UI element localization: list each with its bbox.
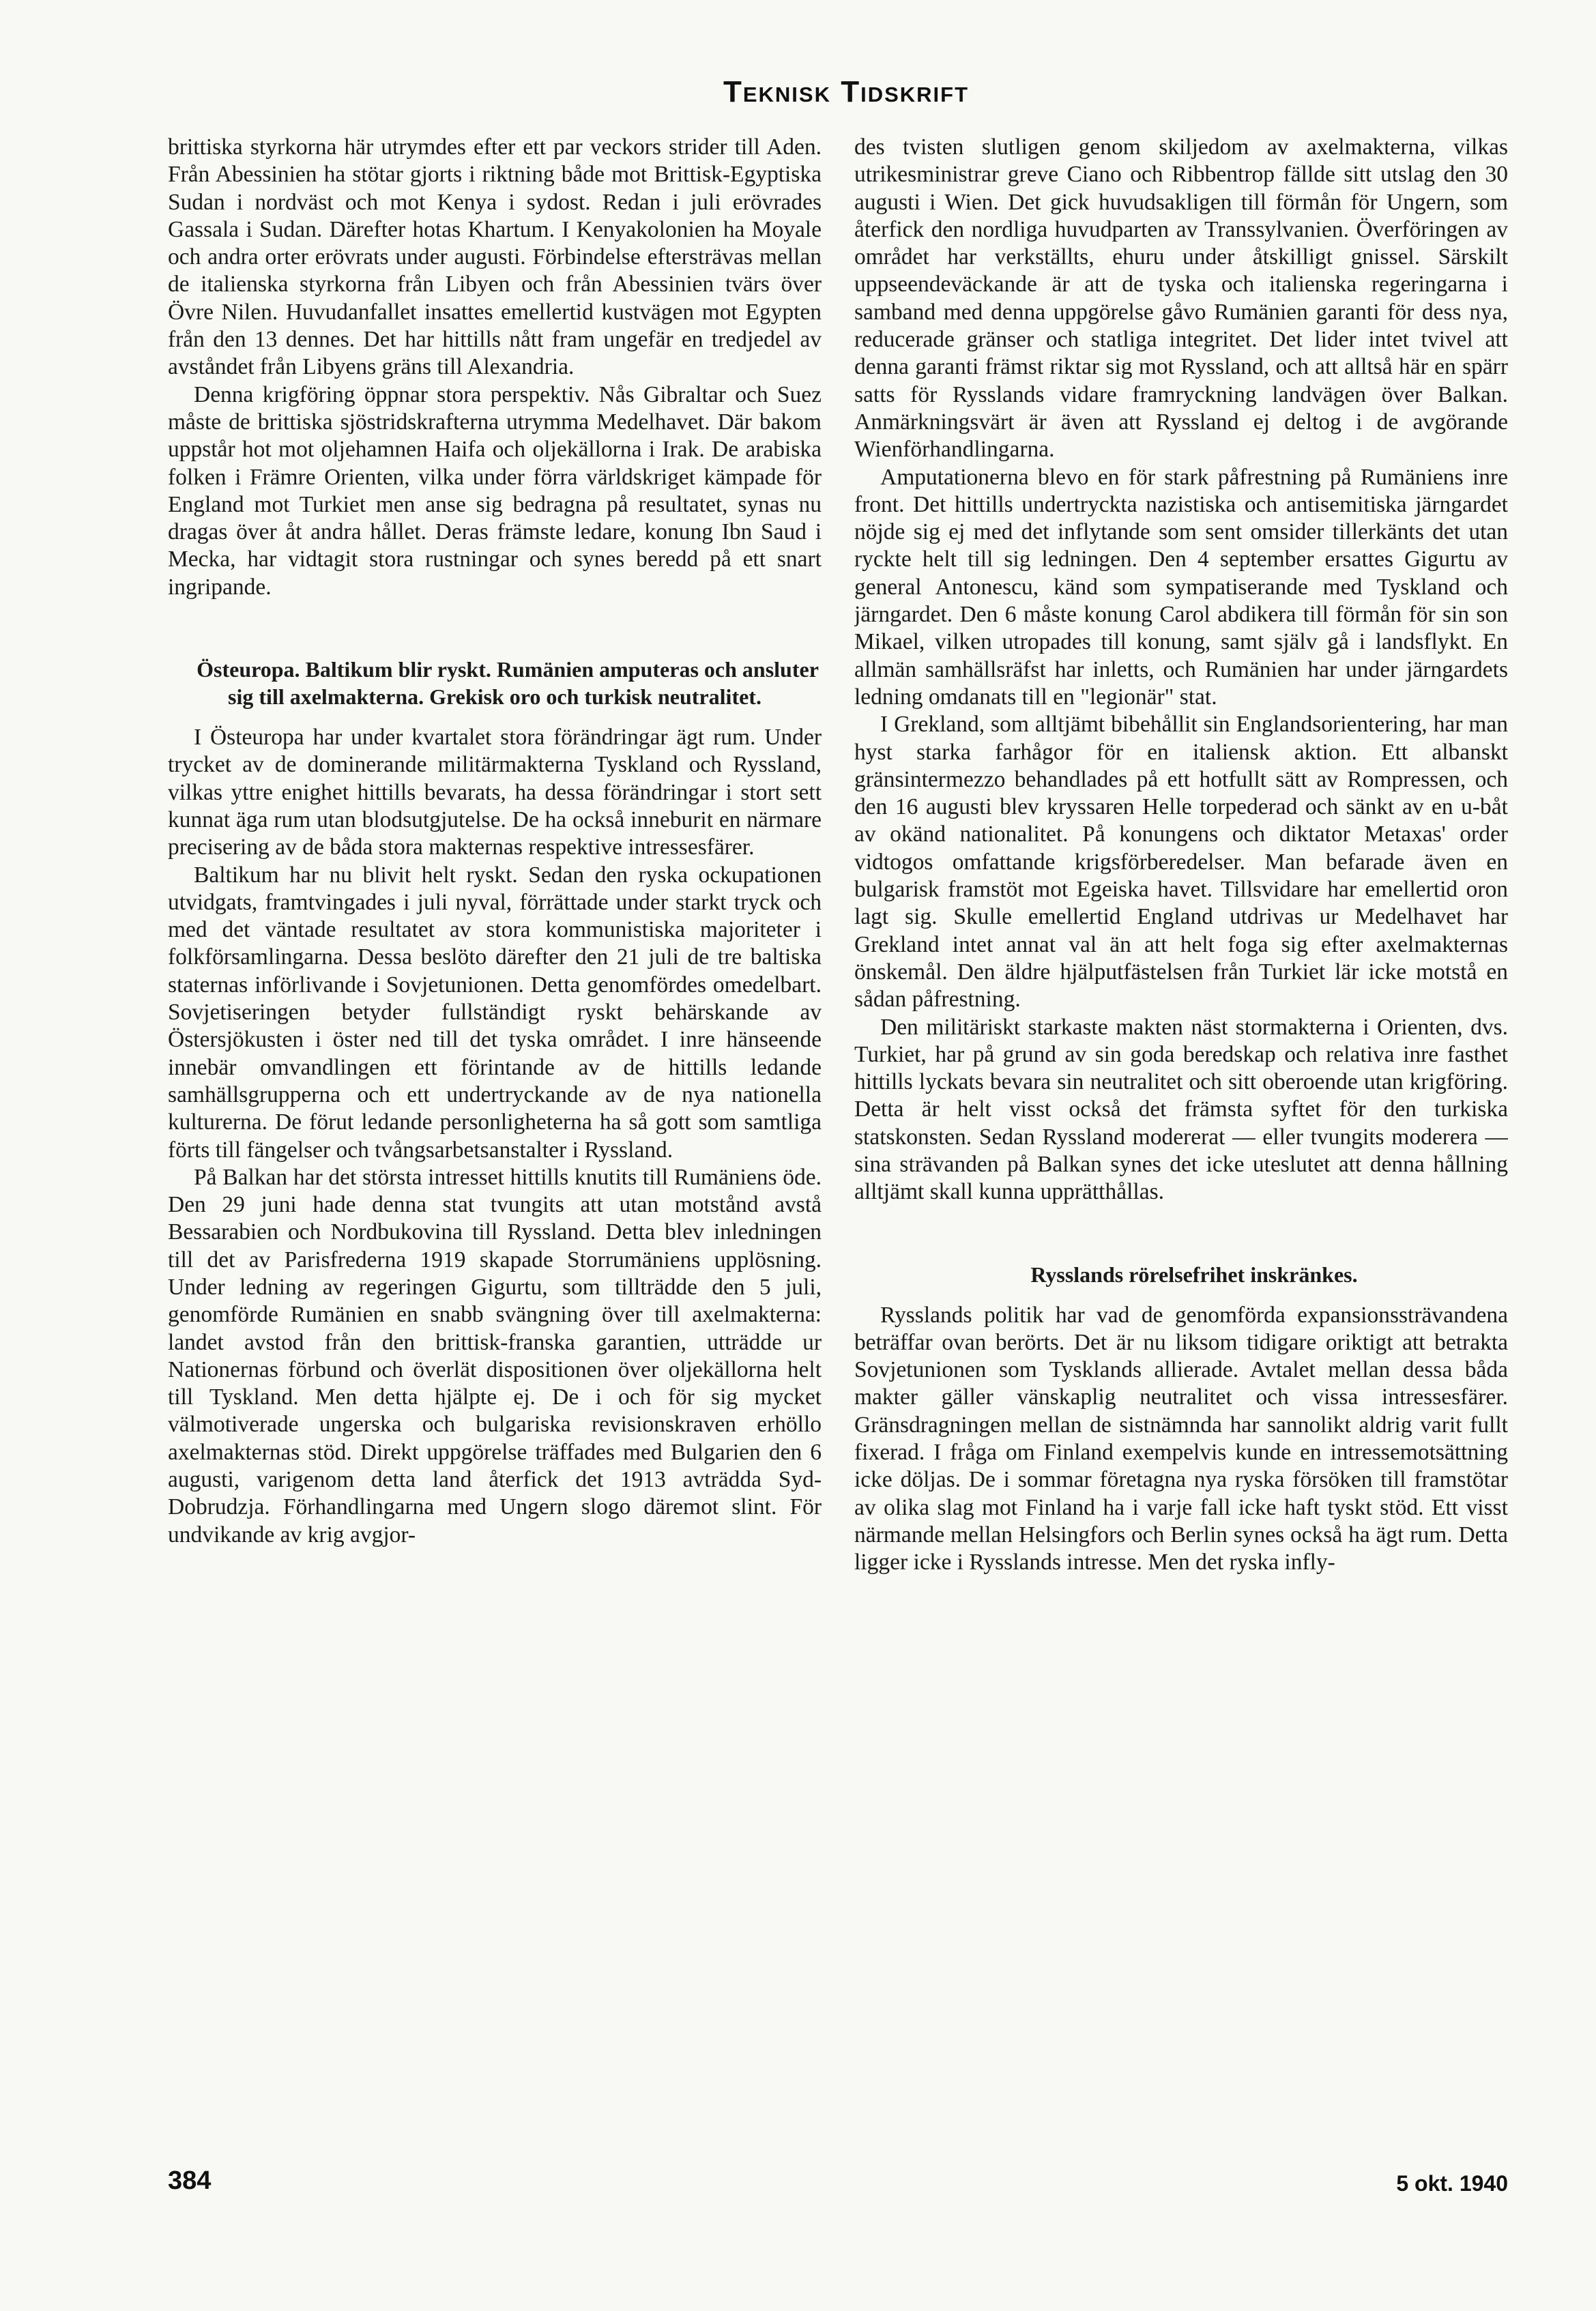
paragraph: På Balkan har det största intresset hittills knutits till Rumäniens öde. Den 29 juni hade denna stat tvungits att utan motstånd avstå Bessarabien och Nordbukovina till Ryssland. Detta blev inledningen till det av Parisfrederna 1919 skapade Storrumäniens upplösning. Under ledning av regeringen Gigurtu, som tillträdde den 5 juli, genomförde Rumänien en snabb svängning över till axelmakterna: landet avstod från den brittisk-franska garantien, utträdde ur Nationernas förbund och överlät dispositionen över oljekällorna helt till Tyskland. Men detta hjälpte ej. De i och för sig mycket välmotiverade ungerska och bulgariska revisionskraven erhöllo axelmakternas stöd. Direkt uppgörelse träffades med Bulgarien den 6 augusti, varigenom detta land återfick det 1913 avträdda Syd-Dobrudzja. Förhandlingarna med Ungern slogo däremot slint. För undvikande av krig avgjor- xyxy=(168,1164,822,1547)
right-column xyxy=(854,134,1508,2140)
paragraph: Baltikum har nu blivit helt ryskt. Sedan den ryska ockupationen utvidgats, framtvingades i juli nyval, förrättade under starkt tryck och med det väntade resultatet av stora kommunistiska majoriteter i folkförsamlingarna. Dessa beslöto därefter den 21 juli de tre baltiska staternas införlivande i Sovjetunionen. Detta genomfördes omedelbart. Sovjetiseringen betyder fullständigt ryskt behärskande av Östersjökusten i öster ned till det tyska området. I inre hänseende innebär omvandlingen ett förintande av de hittills ledande samhällsgrupperna och ett undertryckande av de nya nationella kulturerna. De förut ledande personligheterna ha så gott som samtliga förts till fängelser och tvångsarbetsanstalter i Ryssland. xyxy=(168,862,822,1163)
paragraph: Amputationerna blevo en för stark påfrestning på Rumäniens inre front. Det hittills undertryckta nazistiska och antisemitiska järngardet nöjde sig ej med det inflytande som sent omsider tillerkänts det utan ryckte helt till sig ledningen. Den 4 september ersattes Gigurtu av general Antonescu, känd som sympatiserande med Tyskland och järngardet. Den 6 måste konung Carol abdikera till förmån för sin son Mikael, vilken utropades till konung, samt själv gå i landsflykt. En allmän samhällsräfst har inletts, och Rumänien har under järngardets ledning omdanats till en "legionär" stat. xyxy=(854,464,1508,710)
paragraph: Rysslands politik har vad de genomförda expansionssträvandena beträffar ovan berörts. Det är nu liksom tidigare oriktigt att betrakta Sovjetunionen som Tysklands allierade. Avtalet mellan dessa båda makter gäller vänskaplig neutralitet och vissa intressesfärer. Gränsdragningen mellan de sistnämnda har sannolikt aldrig varit fullt fixerad. I fråga om Finland exempelvis kunde en intressemotsättning icke döljas. De i sommar företagna nya ryska försöken till framstötar av olika slag mot Finland ha i varje fall icke haft tyskt stöd. Ett visst närmande mellan Helsingfors och Berlin synes också ha ägt rum. Detta ligger icke i Rysslands intresse. Men det ryska infly- xyxy=(854,1302,1508,1575)
paragraph: des tvisten slutligen genom skiljedom av axelmakterna, vilkas utrikesministrar greve Ciano och Ribbentrop fällde sitt utslag den 30 augusti i Wien. Det gick huvudsakligen till förmån för Ungern, som återfick den nordliga huvudparten av Transsylvanien. Överföringen av området har verkställts, ehuru under åtskilligt gnissel. Särskilt uppseendeväckande är att de tyska och italienska regeringarna i samband med denna uppgörelse gåvo Rumänien garanti för dess nya, reducerade gränser och statliga integritet. Det lider intet tvivel att denna garanti främst riktar sig mot Ryssland, och att alltså här en spärr satts för Rysslands vidare framryckning landvägen över Balkan. Anmärkningsvärt är även att Ryssland ej deltog i de avgörande Wienförhandlingarna. xyxy=(854,134,1508,463)
issue-date: 5 okt. 1940 xyxy=(1396,2171,1508,2196)
page-number: 384 xyxy=(168,2166,212,2195)
section-heading: Östeuropa. Baltikum blir ryskt. Rumänien amputeras och ansluter sig till axelmakterna. Grekisk oro och turkisk neutralitet. xyxy=(197,657,819,710)
paragraph: I Östeuropa har under kvartalet stora förändringar ägt rum. Under trycket av de dominerande militärmakterna Tyskland och Ryssland, vilkas yttre enighet hittills bevarats, ha dessa förändringar i stort sett kunnat äga rum utan blodsutgjutelse. De ha också inneburit en närmare precisering av de båda stora makternas respektive intressesfärer. xyxy=(168,725,822,860)
left-column xyxy=(168,134,822,2140)
paragraph: Denna krigföring öppnar stora perspektiv. Nås Gibraltar och Suez måste de brittiska sjöstridskrafterna utrymma Medelhavet. Där bakom uppstår hot mot oljehamnen Haifa och oljekällorna i Irak. De arabiska folken i Främre Orienten, vilka under förra världskriget kämpade för England mot Turkiet men anse sig bedragna på resultatet, synas nu dragas över åt andra hållet. Deras främste ledare, konung Ibn Saud i Mecka, har vidtagit stora rustningar och synes beredd på ett snart ingripande. xyxy=(168,381,822,600)
paragraph: brittiska styrkorna här utrymdes efter ett par veckors strider till Aden. Från Abessinien ha stötar gjorts i riktning både mot Brittisk-Egyptiska Sudan i nordväst och mot Kenya i sydost. Redan i juli erövrades Gassala i Sudan. Därefter hotas Khartum. I Kenyakolonien ha Moyale och andra orter erövrats under augusti. Förbindelse eftersträvas mellan de italienska styrkorna från Libyen och från Abessinien tvärs över Övre Nilen. Huvudanfallet insattes emellertid kustvägen mot Egypten från den 13 dennes. Det har hittills nått fram ungefär en tredjedel av avståndet från Libyens gräns till Alexandria. xyxy=(168,134,822,380)
journal-title: Teknisk Tidskrift xyxy=(723,75,970,108)
section-heading: Rysslands rörelsefrihet inskränkes. xyxy=(1030,1262,1358,1287)
paragraph: Den militäriskt starkaste makten näst stormakterna i Orienten, dvs. Turkiet, har på grund av sin goda beredskap och relativa inre fasthet hittills lyckats bevara sin neutralitet och sitt oberoende utan krigföring. Detta är helt visst också det främsta syftet för den turkiska statskonsten. Sedan Ryssland modererat — eller tvungits moderera — sina strävanden på Balkan synes det icke uteslutet att denna hållning alltjämt skall kunna upprätthållas. xyxy=(854,1014,1508,1205)
paragraph: I Grekland, som alltjämt bibehållit sin Englandsorientering, har man hyst starka farhågor för en italiensk aktion. Ett albanskt gränsintermezzo behandlades på ett hotfullt sätt av Rompressen, och den 16 augusti blev kryssaren Helle torpederad och sänkt av en u-båt av okänd nationalitet. På konungens och diktator Metaxas' order vidtogos omfattande krigsförberedelser. Man befarade även en bulgarisk framstöt mot Egeiska havet. Tillsvidare har emellertid oron lagt sig. Skulle emellertid England utdrivas ur Medelhavet har Grekland intet annat val än att helt foga sig efter axelmakternas önskemål. Den äldre hjälputfästelsen från Turkiet lär icke motstå en sådan påfrestning. xyxy=(854,712,1508,1013)
